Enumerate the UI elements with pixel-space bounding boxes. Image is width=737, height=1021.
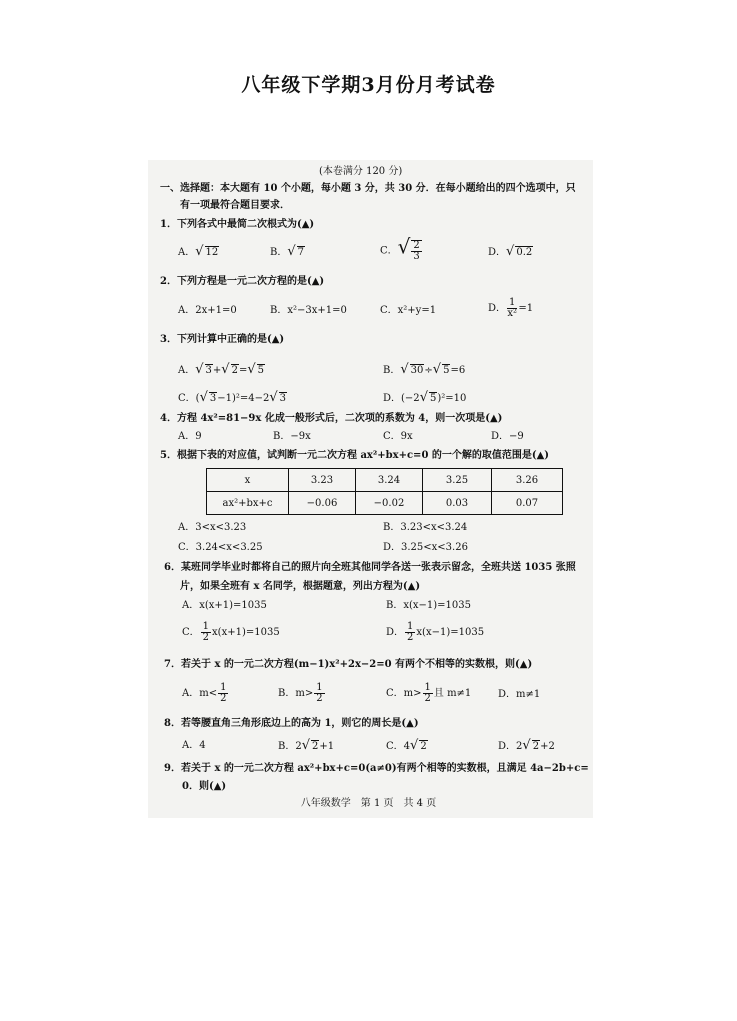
q4-option-b: B．−9x <box>273 431 311 442</box>
q5-stem: 5．根据下表的对应值，试判断一元二次方程 ax²+bx+c=0 的一个解的取值范围是(▲) <box>160 450 550 461</box>
table-row <box>207 469 563 492</box>
q6-option-c: C． $\frac{1}{2}$ x(x+1)=1035 <box>182 621 280 643</box>
score-note: (本卷满分 120 分) <box>319 166 403 177</box>
q7-stem: 7．若关于 x 的一元二次方程(m−1)x²+2x−2=0 有两个不相等的实数根，则(▲) <box>164 659 533 670</box>
q6-option-b: B．x(x−1)=1035 <box>386 600 471 611</box>
q6-option-a: A．x(x+1)=1035 <box>182 600 267 611</box>
section-heading: 一、选择题：本大题有 10 个小题，每小题 3 分，共 30 分．在每小题给出的四个选项中，只 <box>160 183 576 194</box>
q8-option-d: D．2√ 2+2 <box>498 738 555 753</box>
q8-option-c: C．4√ 2 <box>386 738 427 753</box>
q3-option-d: D．(−2√ 5)²=10 <box>383 390 467 405</box>
table-cell: x <box>207 469 289 492</box>
q1-option-a: A．√ 12 <box>178 244 219 259</box>
table-cell: −0.02 <box>356 492 423 515</box>
q5-option-c: C．3.24<x<3.25 <box>178 542 263 553</box>
q2-option-c: C．x²+y=1 <box>380 305 437 316</box>
table-cell: 3.26 <box>492 469 563 492</box>
q6-stem: 6．某班同学毕业时都将自己的照片向全班其他同学各送一张表示留念，全班共送 1035 张照 <box>164 562 576 573</box>
q5-option-d: D．3.25<x<3.26 <box>383 542 468 553</box>
table-cell: −0.06 <box>289 492 356 515</box>
page-title: 八年级下学期3月份月考试卷 <box>241 74 496 96</box>
q8-option-a: A．4 <box>182 740 206 751</box>
section-heading-cont: 有一项最符合题目要求． <box>180 200 290 211</box>
q2-stem: 2．下列方程是一元二次方程的是(▲) <box>160 276 325 287</box>
q7-option-a: A．m< $\frac{1}{2}$ <box>182 682 227 704</box>
table-cell: ax²+bx+c <box>207 492 289 515</box>
q6-option-d: D． $\frac{1}{2}$ x(x−1)=1035 <box>386 621 485 643</box>
q2-option-a: A．2x+1=0 <box>178 305 237 316</box>
q1-option-c: C．√ $\frac{2}{3}$ <box>380 234 420 262</box>
table-cell: 3.23 <box>289 469 356 492</box>
table-cell: 0.03 <box>423 492 492 515</box>
q3-option-a: A．√ 3+√ 2=√ 5 <box>178 362 265 377</box>
q2-option-d: D． $\frac{1}{\text{x²}}$ =1 <box>488 297 534 319</box>
table-cell: 3.25 <box>423 469 492 492</box>
q8-option-b: B．2√ 2+1 <box>278 738 335 753</box>
q9-stem-cont: 0．则(▲) <box>182 781 227 792</box>
table-row <box>207 492 563 515</box>
q1-stem: 1．下列各式中最简二次根式为(▲) <box>160 219 315 230</box>
q5-value-table <box>206 468 563 515</box>
q5-option-a: A．3<x<3.23 <box>178 522 247 533</box>
q2-option-b: B．x²−3x+1=0 <box>270 305 347 316</box>
q3-stem: 3．下列计算中正确的是(▲) <box>160 334 285 345</box>
page-footer: 八年级数学 第 1 页 共 4 页 <box>300 798 437 809</box>
table-cell: 3.24 <box>356 469 423 492</box>
q4-option-c: C．9x <box>383 431 413 442</box>
q7-option-b: B．m> $\frac{1}{2}$ <box>278 682 323 704</box>
q4-stem: 4．方程 4x²=81−9x 化成一般形式后，二次项的系数为 4，则一次项是(▲) <box>160 413 503 424</box>
q8-stem: 8．若等腰直角三角形底边上的高为 1，则它的周长是(▲) <box>164 718 419 729</box>
q1-option-d: D．√ 0.2 <box>488 244 533 259</box>
table-cell: 0.07 <box>492 492 563 515</box>
q3-option-b: B．√ 30÷√ 5=6 <box>383 362 466 377</box>
q7-option-d: D．m≠1 <box>498 689 541 700</box>
q4-option-a: A．9 <box>178 431 202 442</box>
q6-stem-cont: 片，如果全班有 x 名同学，根据题意，列出方程为(▲) <box>180 581 421 592</box>
q4-option-d: D．−9 <box>491 431 524 442</box>
q7-option-c: C．m> $\frac{1}{2}$ 且 m≠1 <box>386 682 472 704</box>
q9-stem: 9．若关于 x 的一元二次方程 ax²+bx+c=0(a≠0)有两个相等的实数根，且满足 4a−2b+c= <box>164 763 589 774</box>
q5-option-b: B．3.23<x<3.24 <box>383 522 468 533</box>
q3-option-c: C．(√ 3−1)²=4−2√ 3 <box>178 390 287 405</box>
q1-option-b: B．√ 7 <box>270 244 305 259</box>
